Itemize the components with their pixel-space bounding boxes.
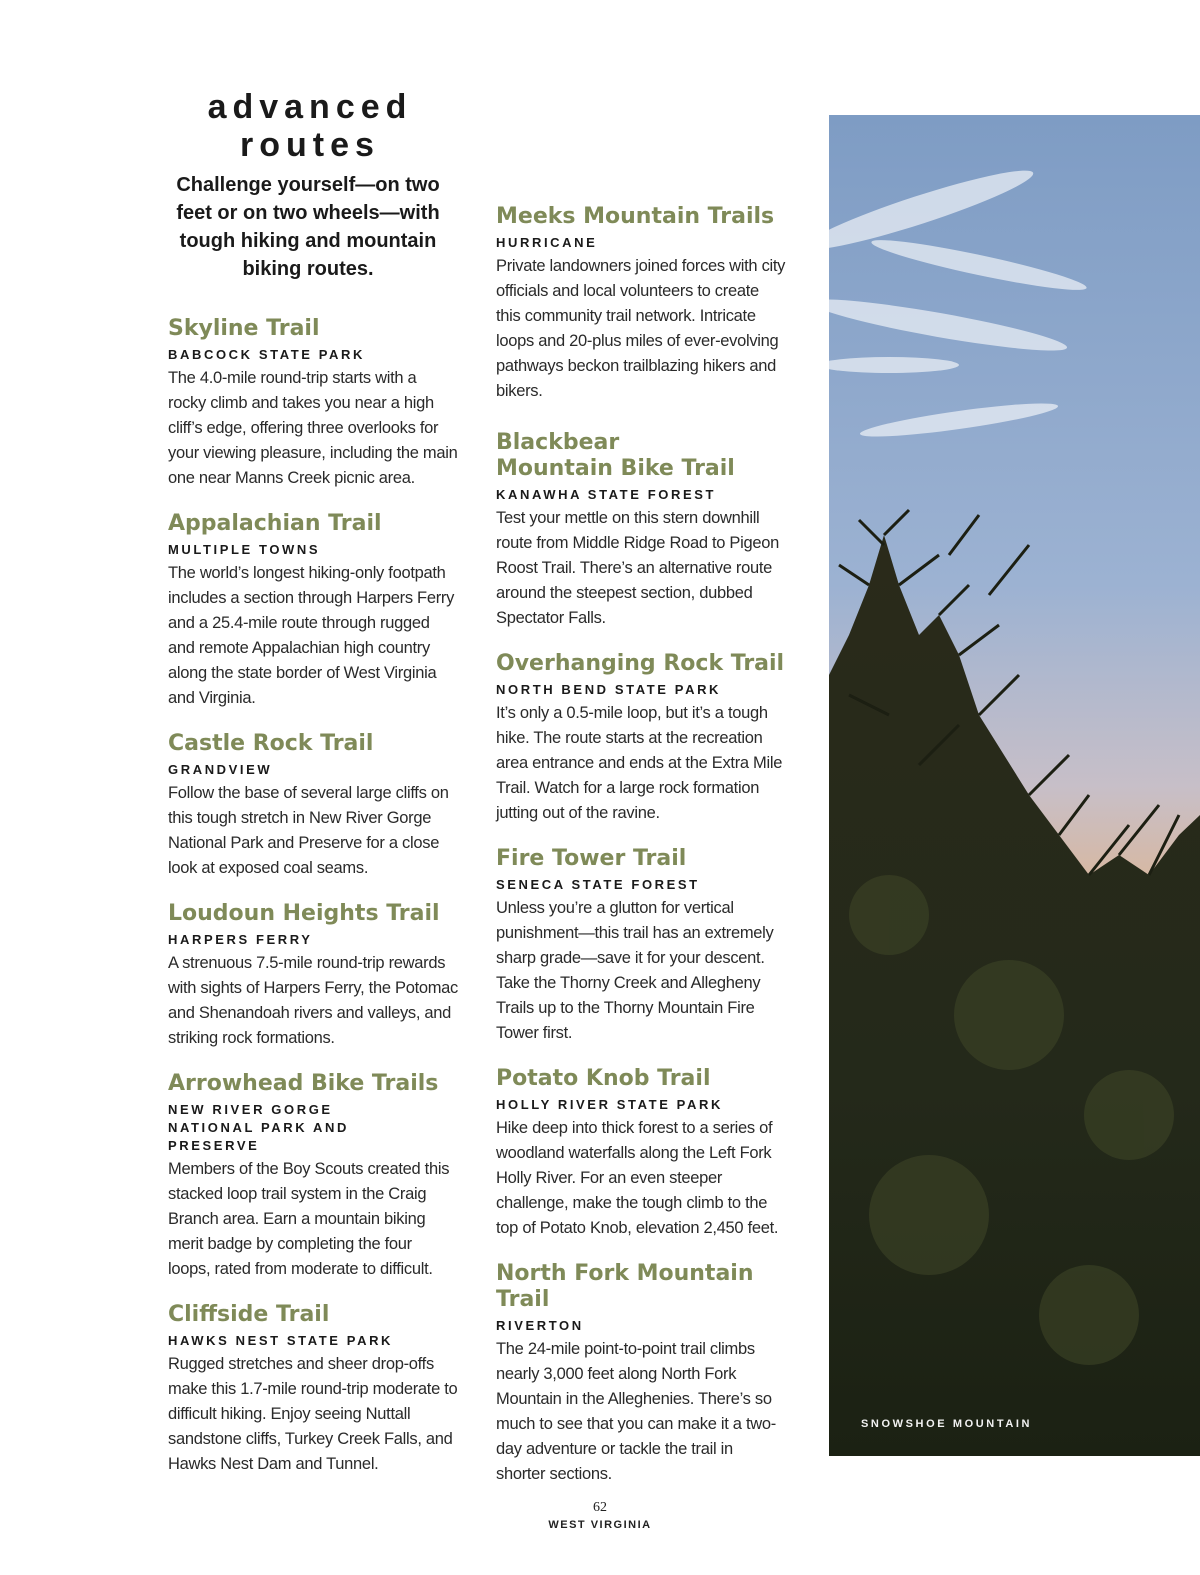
trail-description: Follow the base of several large cliffs on this tough stretch in New River Gorge National Park and Preserve for a close look at exposed coal seams. (168, 784, 449, 877)
trail-name: Cliffside Trail (168, 1302, 330, 1327)
publication-name: WEST VIRGINIA (548, 1519, 652, 1531)
trail-entry (496, 1066, 786, 1241)
trail-description: A strenuous 7.5-mile round-trip rewards with sights of Harpers Ferry, the Potomac and Shenandoah rivers and valleys, and striking rock formations. (168, 954, 459, 1047)
trail-name: North Fork Mountain Trail (496, 1261, 754, 1312)
trail-description: Members of the Boy Scouts created this stacked loop trail system in the Craig Branch area. Earn a mountain biking merit badge by completing the four loops, rated from moderate to difficult. (168, 1160, 450, 1278)
page-title (160, 88, 460, 164)
trail-entry (496, 430, 786, 631)
trail-description: Unless you’re a glutton for vertical punishment—this trail has an extremely sharp grade—save it for your descent. Take the Thorny Creek and Allegheny Trails up to the Thorny Mountain Fire Tower first. (496, 899, 774, 1042)
trail-entry (168, 731, 458, 881)
trail-name: Meeks Mountain Trails (496, 204, 775, 229)
trail-name: Blackbear Mountain Bike Trail (496, 430, 735, 481)
trail-description: The 4.0-mile round-trip starts with a rocky climb and takes you near a high cliff’s edge, offering three overlooks for your viewing pleasure, including the main one near Manns Creek picnic area. (168, 369, 458, 487)
page-number: 62 (593, 1500, 607, 1515)
trail-name: Loudoun Heights Trail (168, 901, 440, 926)
trail-location: HARPERS FERRY (168, 932, 313, 947)
trail-entry (168, 511, 458, 711)
trail-entry (496, 1261, 786, 1487)
trail-name: Overhanging Rock Trail (496, 651, 785, 676)
trail-location: NEW RIVER GORGE NATIONAL PARK AND PRESERVE (168, 1102, 349, 1153)
trail-description: The world’s longest hiking-only footpath includes a section through Harpers Ferry and a 25.4-mile route through rugged and remote Appalachian high country along the state border of West Virginia and Virginia. (168, 564, 455, 707)
photo-illustration (829, 115, 1200, 1456)
trail-name: Potato Knob Trail (496, 1066, 711, 1091)
trail-location: GRANDVIEW (168, 762, 273, 777)
trail-name: Arrowhead Bike Trails (168, 1071, 439, 1096)
trail-entry (168, 316, 458, 491)
trails-column-middle (496, 204, 786, 1487)
trail-location: HURRICANE (496, 235, 598, 250)
photo-snowshoe-mountain (829, 115, 1200, 1456)
trail-location: MULTIPLE TOWNS (168, 542, 321, 557)
trail-name: Castle Rock Trail (168, 731, 374, 756)
trail-description: Hike deep into thick forest to a series of woodland waterfalls along the Left Fork Holly River. For an even steeper challenge, make the tough climb to the top of Potato Knob, elevation 2,450 feet. (496, 1119, 779, 1237)
trail-location: BABCOCK STATE PARK (168, 347, 366, 362)
trail-description: The 24-mile point-to-point trail climbs nearly 3,000 feet along North Fork Mountain in the Alleghenies. There’s so much to see that you can make it a two-day adventure or tackle the trail in shorter sections. (496, 1340, 776, 1483)
page-title-line-1: advanced (207, 88, 413, 126)
photo-caption: SNOWSHOE MOUNTAIN (861, 1418, 1033, 1430)
trail-location: RIVERTON (496, 1318, 584, 1333)
page-title-line-2: routes (240, 126, 380, 164)
trail-location: KANAWHA STATE FOREST (496, 487, 717, 502)
trail-description: Rugged stretches and sheer drop-offs make this 1.7-mile round-trip moderate to difficult hiking. Enjoy seeing Nuttall sandstone cliffs, Turkey Creek Falls, and Hawks Nest Dam and Tunnel. (168, 1355, 458, 1473)
trails-column-left (168, 316, 458, 1477)
trail-location: HAWKS NEST STATE PARK (168, 1333, 394, 1348)
trail-name: Fire Tower Trail (496, 846, 687, 871)
trail-entry (496, 651, 786, 826)
trail-entry (496, 204, 786, 404)
trail-location: SENECA STATE FOREST (496, 877, 700, 892)
trail-location: HOLLY RIVER STATE PARK (496, 1097, 723, 1112)
trail-description: Private landowners joined forces with city officials and local volunteers to create this community trail network. Intricate loops and 20-plus miles of ever-evolving pathways beckon trailblazing hikers and bikers. (496, 257, 786, 400)
trail-description: It’s only a 0.5-mile loop, but it’s a tough hike. The route starts at the recreation area entrance and ends at the Extra Mile Trail. Watch for a large rock formation jutting out of the ravine. (496, 704, 783, 822)
trail-entry (168, 1302, 458, 1477)
trail-description: Test your mettle on this stern downhill route from Middle Ridge Road to Pigeon Roost Trail. There’s an alternative route around the steepest section, dubbed Spectator Falls. (496, 509, 780, 627)
trail-entry (496, 846, 786, 1046)
trail-name: Appalachian Trail (168, 511, 382, 536)
trail-entry (168, 1071, 458, 1282)
trail-entry (168, 901, 458, 1051)
trail-location: NORTH BEND STATE PARK (496, 682, 722, 697)
trail-name: Skyline Trail (168, 316, 320, 341)
intro-deck: Challenge yourself—on two feet or on two wheels—with tough hiking and mountain biking routes. (176, 174, 440, 280)
